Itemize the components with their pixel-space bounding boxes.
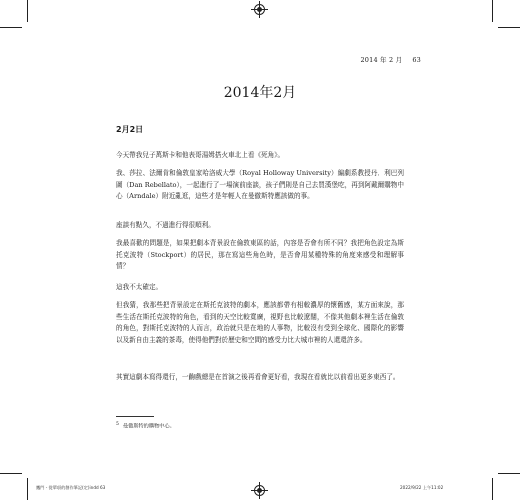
crop-mark-top-left — [0, 27, 22, 28]
entry-date: 2月2日 — [116, 125, 144, 134]
crop-mark-bottom-right — [498, 473, 520, 474]
body-para-7 — [116, 372, 404, 384]
paragraph: 今天帶我兒子萬斯卡和他表哥湯姆搭火車北上看《死角》。 — [116, 151, 285, 159]
crop-mark-top-right-v — [492, 0, 493, 22]
footnote-rule — [116, 416, 154, 417]
body-para-1 — [116, 150, 404, 162]
slug-right: 2022/9/22 上午11:02 — [400, 485, 444, 490]
crop-mark-bottom-left-v — [27, 478, 28, 500]
footnote-number: 5 — [116, 422, 119, 427]
page-number: 63 — [412, 56, 421, 64]
body-para-3 — [116, 220, 404, 232]
registration-mark-top — [254, 4, 265, 15]
crop-mark-bottom-left — [0, 473, 22, 474]
crop-mark-top-right — [498, 27, 520, 28]
paragraph-text: 我、莎拉、法爾肯和倫敦皇家哈洛威大學（Royal Holloway University）編劇系教授丹．利巴列圖（Dan Rebellato），一起進行了一場演前座談，孩子們則是自己去買漢堡吃，再到阿戴爾購物中心（Arndale）附近亂逛，這些才是年輕人在曼徹斯特應該做的事。 — [116, 169, 404, 200]
registration-mark-bottom — [254, 485, 265, 496]
paragraph: 其實這劇本寫得還行，一齣戲總是在首演之後再看會更好看，我現在看就比以前看出更多東西了。 — [116, 373, 400, 381]
paragraph: 座談有點久，不過進行得很順利。 — [116, 221, 215, 229]
crop-mark-bottom-right-v — [492, 478, 493, 500]
paragraph: 我最喜歡的問題是，如果把劇本背景設在倫敦東區的話，內容是否會有所不同？我把角色設定為斯托克波特（Stockport）的居民，那在寫這些角色時，是否會用某種特殊的角度來感受和理解事情？ — [116, 239, 404, 270]
footnote-text: 曼徹斯特的購物中心。 — [122, 423, 175, 430]
body-para-5 — [116, 282, 404, 294]
running-head — [360, 55, 421, 64]
paragraph: 這我不太確定。 — [116, 283, 163, 291]
running-head-date: 2014 年 2 月 — [360, 56, 403, 64]
slug-left: 鷹門 - 從單項的創作筆記(定)indd 63 — [36, 485, 106, 490]
paragraph — [116, 168, 404, 203]
body-para-6 — [116, 300, 404, 346]
crop-mark-top-left-v — [27, 0, 28, 22]
chapter-title: 2014年2月 — [223, 85, 297, 101]
paragraph: 但我猜，我那些把背景設定在斯托克波特的劇本，應該都帶有相較濃厚的懷舊感，某方面來說，那些生活在斯托克波特的角色，看到的天空比較寬廣，視野也比較遼闊，不像其他劇本裡生活在倫敦的角色，對斯托克波特的人而言，政治就只是在地的人事物，比較沒有受到全球化、國際化的影響以及新自由主義的茶毒，使得他們對於歷史和空間的感受力比大城市裡的人還還許多。 — [116, 301, 404, 344]
body-para-4 — [116, 238, 404, 273]
body-para-2 — [116, 168, 404, 203]
footnote — [116, 422, 175, 430]
